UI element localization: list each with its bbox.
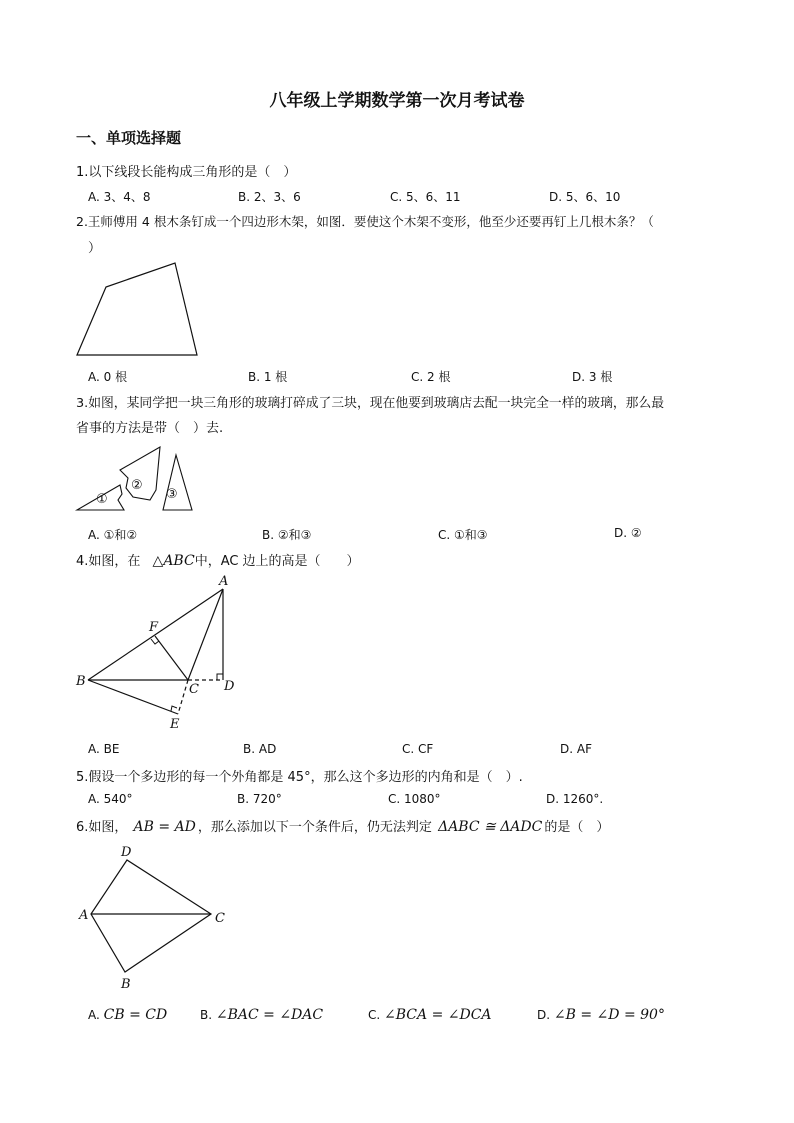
q6-mid: ，那么添加以下一个条件后，仍无法判定 <box>197 820 432 835</box>
glass-piece-2-label: ② <box>131 478 143 493</box>
q6-option-b-math: ∠BAC = ∠DAC <box>215 1007 324 1023</box>
q6-option-d-math: ∠B = ∠D = 90° <box>553 1007 665 1023</box>
question-2-text: 2.王师傅用 4 根木条钉成一个四边形木架，如图．要使这个木架不变形，他至少还要再钉上几根木条？（ <box>76 214 654 229</box>
q1-option-d[interactable]: D. 5、6、10 <box>549 190 621 204</box>
q2-option-b[interactable]: B. 1 根 <box>248 370 288 384</box>
q3-option-c[interactable]: C. ①和③ <box>438 528 488 542</box>
q6-condition: AB = AD <box>133 819 196 835</box>
vertex-label-b: B <box>76 674 86 689</box>
q1-option-a[interactable]: A. 3、4、8 <box>88 190 151 204</box>
section-heading: 一、单项选择题 <box>76 129 182 147</box>
vertex-label-f: F <box>149 620 159 635</box>
q5-option-d[interactable]: D. 1260°. <box>546 792 604 806</box>
vertex-label-e: E <box>170 717 180 732</box>
question-2-text-cont: ） <box>88 241 102 256</box>
glass-piece-1-label: ① <box>96 492 108 507</box>
page-title: 八年级上学期数学第一次月考试卷 <box>269 91 525 111</box>
q4-triangle-symbol: △ABC <box>152 553 195 569</box>
vertex-label-a: A <box>219 574 229 589</box>
q1-option-c[interactable]: C. 5、6、11 <box>390 190 461 204</box>
q5-option-a[interactable]: A. 540° <box>88 792 133 806</box>
vertex-label-c: C <box>189 682 199 697</box>
q6-option-c-letter: C. <box>368 1008 381 1022</box>
vertex-label-a: A <box>79 908 89 923</box>
vertex-label-d: D <box>224 679 235 694</box>
q4-option-d[interactable]: D. AF <box>560 742 592 756</box>
vertex-label-c: C <box>215 911 225 926</box>
q4-option-a[interactable]: A. BE <box>88 742 120 756</box>
question-3-text-cont: 省事的方法是带（ ）去. <box>76 421 224 436</box>
q5-option-b[interactable]: B. 720° <box>237 792 282 806</box>
q6-option-d-letter: D. <box>537 1008 551 1022</box>
q3-option-a[interactable]: A. ①和② <box>88 528 138 542</box>
vertex-label-b: B <box>121 977 131 992</box>
q4-prefix: 4.如图，在 <box>76 554 141 569</box>
q6-congruence: ΔABC ≅ ΔADC <box>438 819 543 835</box>
q4-suffix: 中，AC 边上的高是（ ） <box>194 554 360 569</box>
q1-option-b[interactable]: B. 2、3、6 <box>238 190 301 204</box>
q4-option-b[interactable]: B. AD <box>243 742 277 756</box>
q3-option-d[interactable]: D. ② <box>614 526 642 540</box>
q3-option-b[interactable]: B. ②和③ <box>262 528 312 542</box>
q2-option-a[interactable]: A. 0 根 <box>88 370 128 384</box>
q6-option-d[interactable] <box>537 1007 665 1023</box>
q6-option-a-math: CB = CD <box>103 1007 168 1023</box>
q6-option-b-letter: B. <box>200 1008 213 1022</box>
q6-option-c[interactable] <box>368 1007 492 1023</box>
question-5-text: 5.假设一个多边形的每一个外角都是 45°，那么这个多边形的内角和是（ ）. <box>76 770 523 785</box>
q2-option-d[interactable]: D. 3 根 <box>572 370 613 384</box>
q6-prefix: 6.如图， <box>76 820 128 835</box>
q6-suffix: 的是（ ） <box>544 820 610 835</box>
question-3-text: 3.如图，某同学把一块三角形的玻璃打碎成了三块，现在他要到玻璃店去配一块完全一样的玻璃，那么最 <box>76 396 665 411</box>
q6-option-c-math: ∠BCA = ∠DCA <box>384 1007 492 1023</box>
q5-option-c[interactable]: C. 1080° <box>388 792 441 806</box>
q6-option-b[interactable] <box>200 1007 323 1023</box>
q2-option-c[interactable]: C. 2 根 <box>411 370 451 384</box>
q6-option-a[interactable] <box>88 1007 167 1023</box>
glass-piece-3-label: ③ <box>166 487 178 502</box>
q6-option-a-letter: A. <box>88 1008 100 1022</box>
q4-option-c[interactable]: C. CF <box>402 742 434 756</box>
vertex-label-d: D <box>121 845 132 860</box>
question-1-text: 1.以下线段长能构成三角形的是（ ） <box>76 165 297 180</box>
